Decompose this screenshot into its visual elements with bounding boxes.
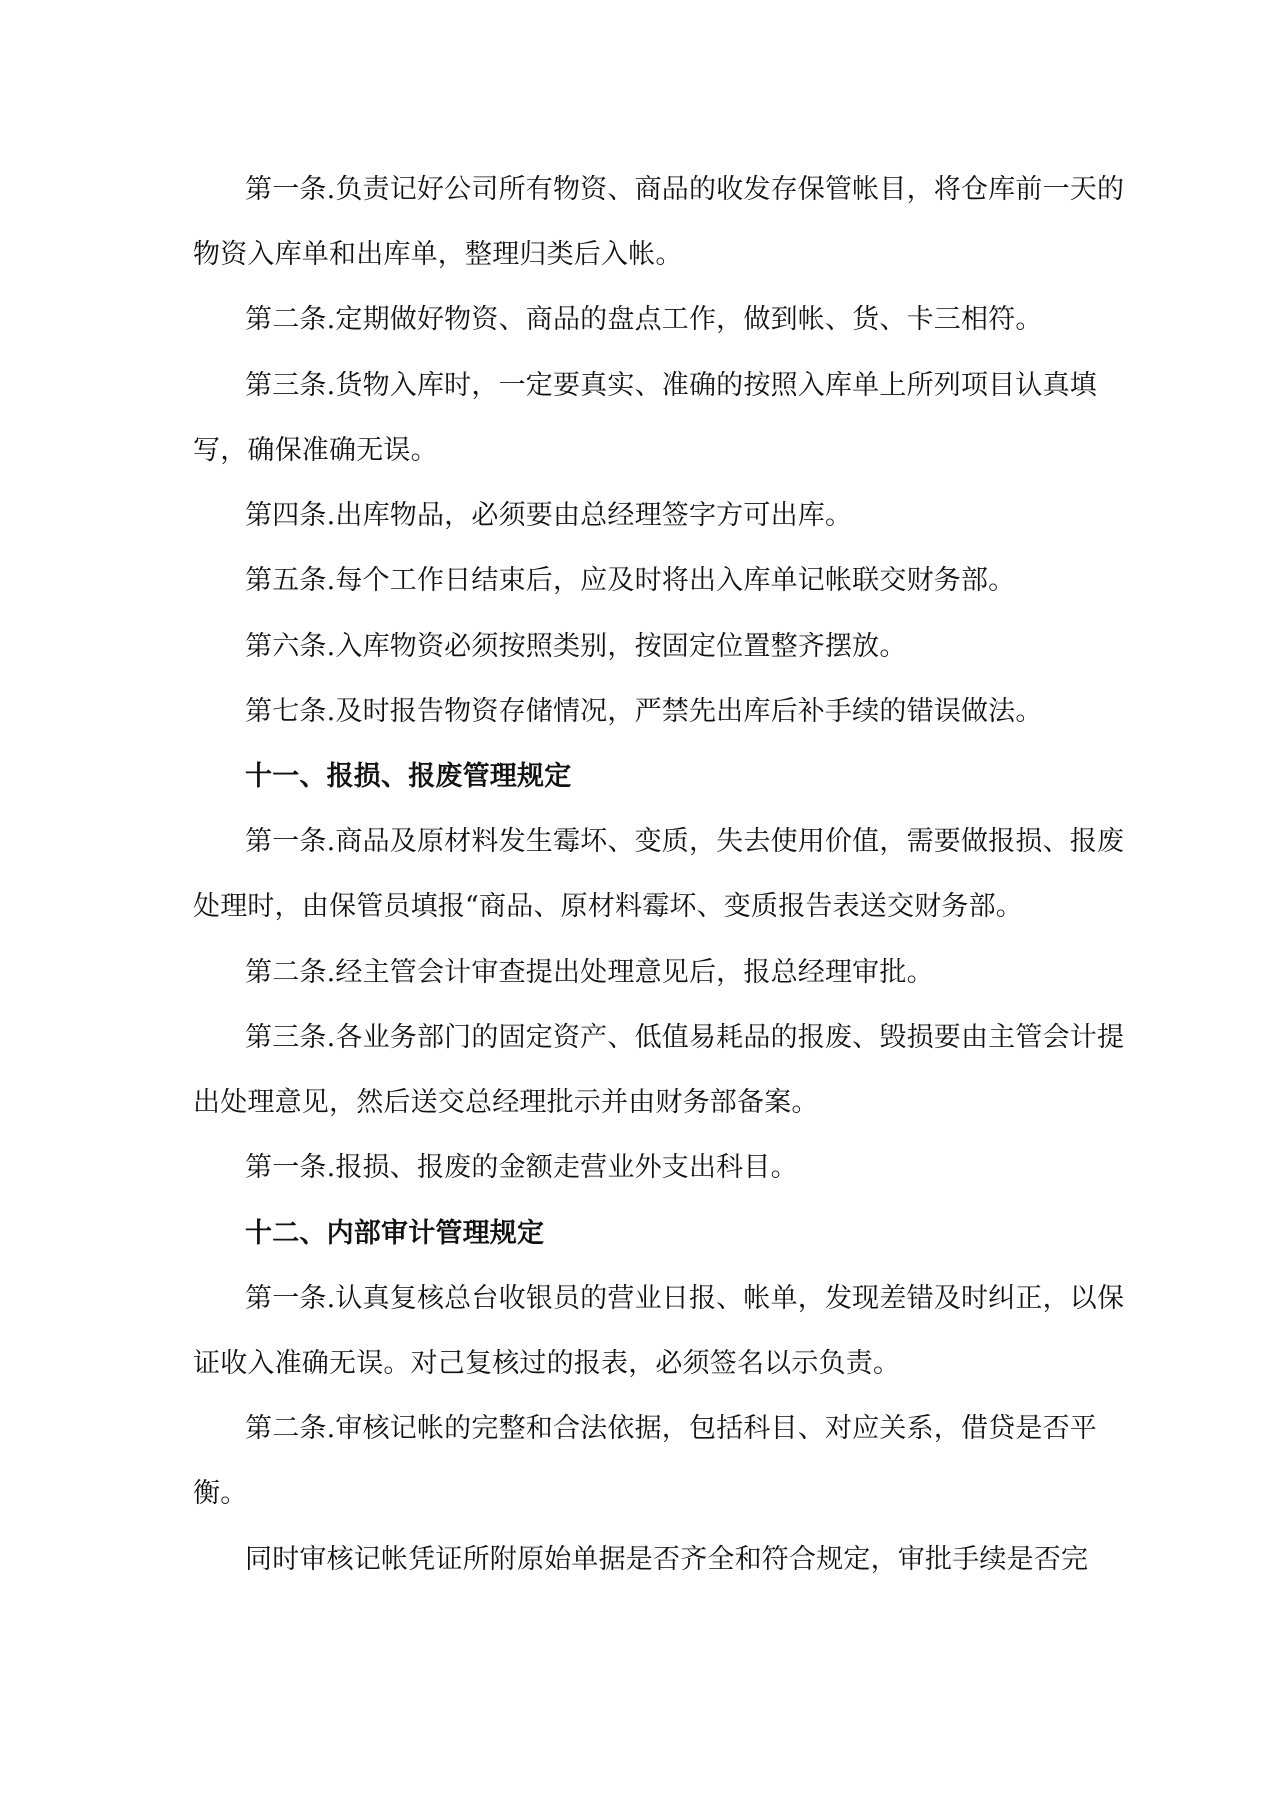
paragraph-line: 处理时，由保管员填报“商品、原材料霉坏、变质报告表送交财务部。 (193, 891, 1024, 922)
paragraph-line: 第六条.入库物资必须按照类别，按固定位置整齐摆放。 (245, 631, 907, 662)
paragraph-line: 第七条.及时报告物资存储情况，严禁先出库后补手续的错误做法。 (245, 696, 1043, 727)
paragraph-line: 第三条.货物入库时，一定要真实、准确的按照入库单上所列项目认真填 (245, 370, 1097, 401)
paragraph-line: 写，确保准确无误。 (193, 435, 438, 466)
paragraph-line: 第二条.经主管会计审查提出处理意见后，报总经理审批。 (245, 957, 934, 988)
paragraph-line: 衡。 (193, 1478, 248, 1509)
section-heading: 十二、内部审计管理规定 (245, 1218, 545, 1249)
paragraph-line: 第一条.负责记好公司所有物资、商品的收发存保管帐目，将仓库前一天的 (245, 174, 1125, 205)
paragraph-line: 第三条.各业务部门的固定资产、低值易耗品的报废、毁损要由主管会计提 (245, 1022, 1125, 1053)
section-heading: 十一、报损、报废管理规定 (245, 761, 572, 792)
paragraph-line: 第一条.商品及原材料发生霉坏、变质，失去使用价值，需要做报损、报废 (245, 826, 1125, 857)
paragraph-line: 出处理意见，然后送交总经理批示并由财务部备案。 (193, 1087, 819, 1118)
paragraph-line: 第四条.出库物品，必须要由总经理签字方可出库。 (245, 500, 853, 531)
paragraph-line: 物资入库单和出库单，整理归类后入帐。 (193, 239, 683, 270)
paragraph-line: 第五条.每个工作日结束后，应及时将出入库单记帐联交财务部。 (245, 565, 1016, 596)
paragraph-line: 证收入准确无误。对己复核过的报表，必须签名以示负责。 (193, 1348, 901, 1379)
paragraph-line: 第二条.审核记帐的完整和合法依据，包括科目、对应关系，借贷是否平 (245, 1413, 1097, 1444)
paragraph-line: 第二条.定期做好物资、商品的盘点工作，做到帐、货、卡三相符。 (245, 304, 1043, 335)
paragraph-line: 第一条.认真复核总台收银员的营业日报、帐单，发现差错及时纠正，以保 (245, 1283, 1125, 1314)
paragraph-line: 第一条.报损、报废的金额走营业外支出科目。 (245, 1152, 798, 1183)
paragraph-line: 同时审核记帐凭证所附原始单据是否齐全和符合规定，审批手续是否完 (245, 1544, 1089, 1575)
